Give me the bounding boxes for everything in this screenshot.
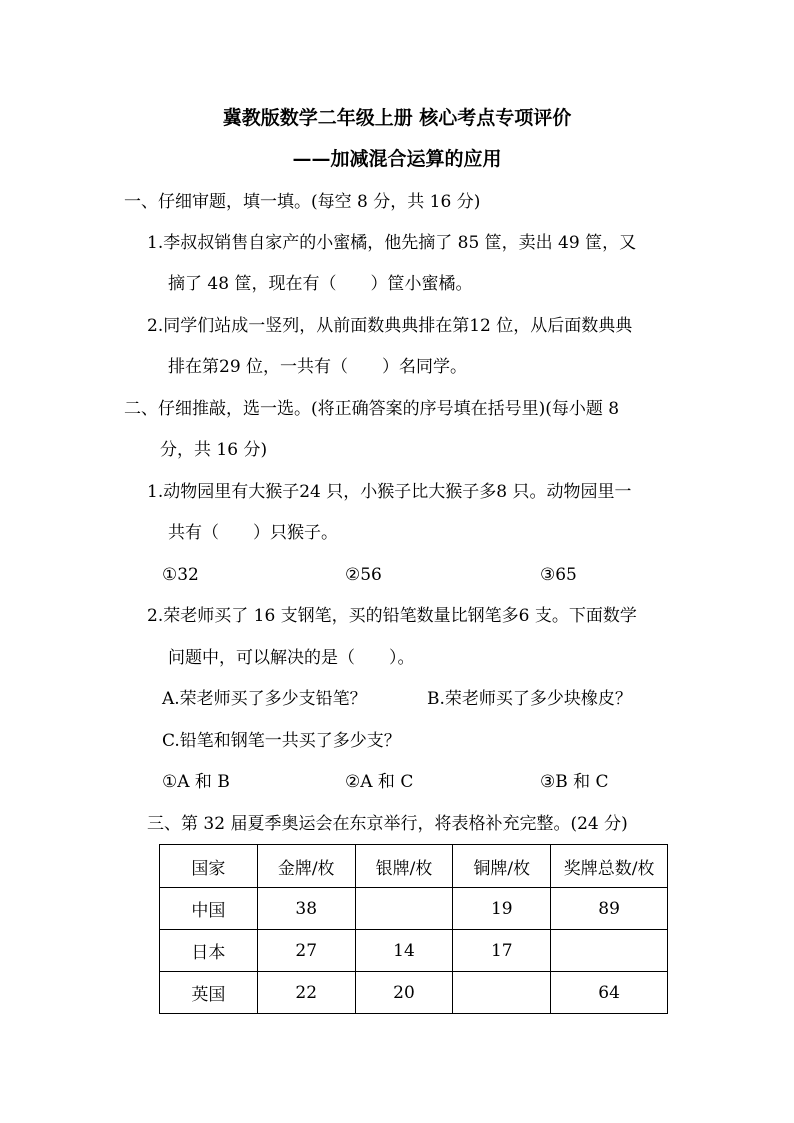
cell-total: 89 (551, 888, 668, 930)
cell-gold: 38 (257, 888, 355, 930)
cell-silver: 14 (355, 930, 453, 972)
section2-q2-option-1: ①A 和 B (162, 772, 230, 792)
section2-q2-line1: 2.荣老师买了 16 支钢笔，买的铅笔数量比钢笔多6 支。下面数学 (147, 606, 637, 626)
cell-silver: 20 (355, 972, 453, 1014)
section2-heading-line1: 二、仔细推敲，选一选。(将正确答案的序号填在括号里)(每小题 8 (124, 399, 620, 419)
header-silver: 银牌/枚 (355, 845, 453, 888)
table-row (160, 972, 668, 1014)
header-total: 奖牌总数/枚 (551, 845, 668, 888)
worksheet-subtitle: ——加减混合运算的应用 (292, 148, 502, 170)
worksheet-title: 冀教版数学二年级上册 核心考点专项评价 (222, 107, 572, 129)
cell-gold: 27 (257, 930, 355, 972)
section2-q2-line2: 问题中，可以解决的是（ ）。 (168, 648, 415, 668)
section2-heading-line2: 分，共 16 分) (160, 440, 268, 460)
section1-q2-line1: 2.同学们站成一竖列，从前面数典典排在第12 位，从后面数典典 (147, 316, 633, 336)
header-gold: 金牌/枚 (257, 845, 355, 888)
cell-bronze-blank[interactable] (453, 972, 551, 1014)
section1-q2-line2: 排在第29 位，一共有（ ）名同学。 (168, 357, 468, 377)
section2-q2-option-3: ③B 和 C (540, 772, 609, 792)
cell-country: 英国 (160, 972, 258, 1014)
cell-country: 日本 (160, 930, 258, 972)
section2-q2-choice-b: B.荣老师买了多少块橡皮？ (427, 689, 632, 709)
table-row (160, 888, 668, 930)
table-row (160, 930, 668, 972)
header-bronze: 铜牌/枚 (453, 845, 551, 888)
cell-total: 64 (551, 972, 668, 1014)
section2-q1-option-3: ③65 (540, 565, 577, 585)
cell-silver-blank[interactable] (355, 888, 453, 930)
section2-q1-option-1: ①32 (162, 565, 199, 585)
medal-table-header-row (160, 845, 668, 888)
section2-q1-option-2: ②56 (345, 565, 382, 585)
section1-q1-line2: 摘了 48 筐，现在有（ ）筐小蜜橘。 (168, 274, 473, 294)
cell-bronze: 19 (453, 888, 551, 930)
header-country: 国家 (160, 845, 258, 888)
section2-q1-line1: 1.动物园里有大猴子24 只，小猴子比大猴子多8 只。动物园里一 (147, 482, 632, 502)
section2-q1-line2: 共有（ ）只猴子。 (168, 523, 338, 543)
cell-total-blank[interactable] (551, 930, 668, 972)
medal-table (159, 844, 668, 1014)
cell-bronze: 17 (453, 930, 551, 972)
section1-heading: 一、仔细审题，填一填。(每空 8 分，共 16 分) (124, 192, 481, 212)
cell-country: 中国 (160, 888, 258, 930)
cell-gold: 22 (257, 972, 355, 1014)
section2-q2-choice-a: A.荣老师买了多少支铅笔？ (162, 689, 367, 709)
section2-q2-option-2: ②A 和 C (345, 772, 414, 792)
section1-q1-line1: 1.李叔叔销售自家产的小蜜橘，他先摘了 85 筐，卖出 49 筐，又 (147, 233, 637, 253)
section2-q2-choice-c: C.铅笔和钢笔一共买了多少支？ (162, 731, 401, 751)
section3-heading: 三、第 32 届夏季奥运会在东京举行，将表格补充完整。(24 分) (147, 814, 628, 834)
